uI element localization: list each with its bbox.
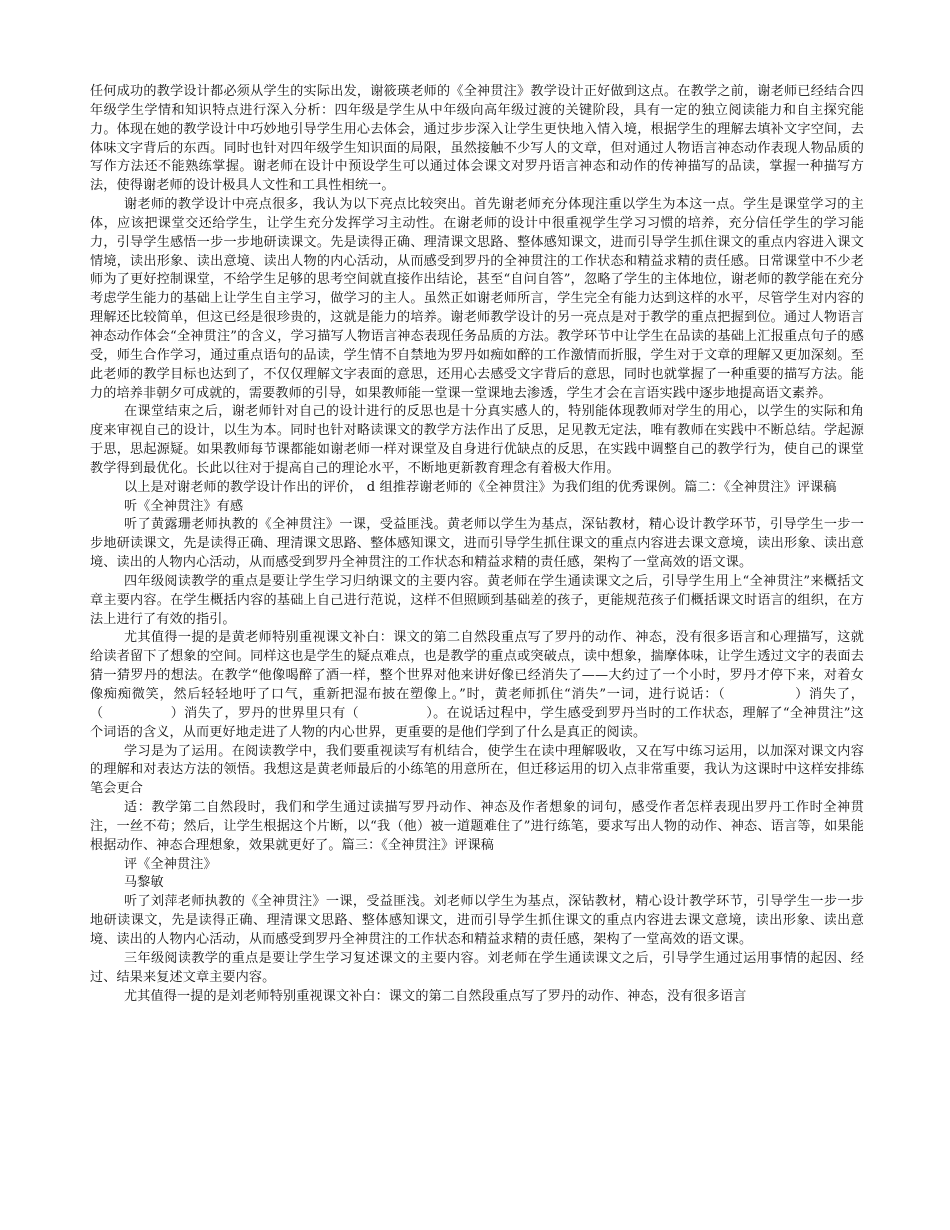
paragraph-6: 听了黄露珊老师执教的《全神贯注》一课，受益匪浅。黄老师以学生为基点，深钻教材，精心设计教学环节，引导学生一步一步地研读课文，先是读得正确、理清课文思路、整体感知课文，进而引导学生抓住课文的重点内容进去课文意境，读出形象、读出意境、读出的人物内心活动，从而感受到罗丹全神贯注的工作状态和精益求精的责任感，架构了一堂高效的语文课。 [90, 517, 864, 571]
paragraph-9: 学习是为了运用。在阅读教学中，我们要重视读写有机结合，使学生在读中理解吸收，又在写中练习运用，以加深对课文内容的理解和对表达方法的领悟。我想这是黄老师最后的小练笔的用意所在，但迁移运用的切入点非常重要，我认为这课时中这样安排练笔会更合 [90, 743, 864, 797]
paragraph-2: 谢老师的教学设计中亮点很多，我认为以下亮点比较突出。首先谢老师充分体现注重以学生为本这一点。学生是课堂学习的主体，应该把课堂交还给学生，让学生充分发挥学习主动性。在谢老师的设计中很重视学生学习习惯的培养，充分信任学生的学习能力，引导学生感悟一步一步地研读课文。先是读得正确、理清课文思路、整体感知课文，进而引导学生抓住课文的重点内容进入课文情境，读出形象、读出意境、读出人物的内心活动，从而感受到罗丹的全神贯注的工作状态和精益求精的责任感。日常课堂中不少老师为了更好控制课堂，不给学生足够的思考空间就直接作出结论，甚至“自问自答”，忽略了学生的主体地位，谢老师的教学能在充分考虑学生能力的基础上让学生自主学习，做学习的主人。虽然正如谢老师所言，学生完全有能力达到这样的水平，尽管学生对内容的理解还比较简单，但这已经是很珍贵的，这就是能力的培养。谢老师教学设计的另一亮点是对于教学的重点把握到位。通过人物语言神态动作体会“全神贯注”的含义，学习描写人物语言神态表现任务品质的方法。教学环节中让学生在品读的基础上汇报重点句子的感受，师生合作学习，通过重点语句的品读，学生情不自禁地为罗丹如痴如醉的工作激情而折服，学生对于文章的理解又更加深刻。至此老师的教学目标也达到了，不仅仅理解文字表面的意思，还用心去感受文字背后的意思，同时也就掌握了一种重要的描写方法。能力的培养非朝夕可成就的，需要教师的引导，如果教师能一堂课一堂课地去渗透，学生才会在言语实践中逐步地提高语文素养。 [90, 197, 864, 401]
paragraph-4: 以上是对谢老师的教学设计作出的评价， d 组推荐谢老师的《全神贯注》为我们组的优秀课例。篇二：《全神贯注》评课稿 [124, 479, 837, 495]
section-title-1: 听《全神贯注》有感 [124, 498, 244, 514]
paragraph-8: 尤其值得一提的是黄老师特别重视课文补白：课文的第二自然段重点写了罗丹的动作、神态，没有很多语言和心理描写，这就给读者留下了想象的空间。同样这也是学生的疑点难点，也是教学的重点或突破点，读中想象，揣摩体味，让学生透过文字的表面去猜一猜罗丹的想法。在教学“他像喝醉了酒一样，整个世界对他来讲好像已经消失了——大约过了一个小时，罗丹才停下来，对着女像痴痴微笑，然后轻轻地吁了口气，重新把湿布披在塑像上。”时，黄老师抓住“消失”一词，进行说话：（ ）消失了，（ ）消失了，罗丹的世界里只有（ ）。在说话过程中，学生感受到罗丹当时的工作状态，理解了“全神贯注”这个词语的含义，从而更好地走进了人物的内心世界，更重要的是他们学到了什么是真正的阅读。 [90, 630, 864, 740]
paragraph-10: 适：教学第二自然段时，我们和学生通过读描写罗丹动作、神态及作者想象的词句，感受作者怎样表现出罗丹工作时全神贯注，一丝不苟；然后，让学生根据这个片断，以“我（他）被一道题难住了”进行练笔，要求写出人物的动作、神态、语言等，如果能根据动作、神态合理想象，效果就更好了。篇三：《全神贯注》评课稿 [90, 800, 864, 853]
paragraph-13: 听了刘萍老师执教的《全神贯注》一课，受益匪浅。刘老师以学生为基点，深钻教材，精心设计教学环节，引导学生一步一步地研读课文，先是读得正确、理清课文思路、整体感知课文，进而引导学生抓住课文的重点内容进去课文意境，读出形象、读出意境、读出的人物内心活动，从而感受到罗丹全神贯注的工作状态和精益求精的责任感，架构了一堂高效的语文课。 [90, 894, 864, 947]
section-title-2: 评《全神贯注》 [124, 856, 217, 872]
author-name: 马黎敏 [124, 875, 164, 891]
paragraph-7: 四年级阅读教学的重点是要让学生学习归纳课文的主要内容。黄老师在学生通读课文之后，引导学生用上“全神贯注”来概括文章主要内容。在学生概括内容的基础上自己进行范说，这样不但照顾到基础差的孩子，更能规范孩子们概括课文时语言的组织，在方法上进行了有效的指引。 [90, 573, 864, 627]
paragraph-1: 任何成功的教学设计都必须从学生的实际出发，谢筱瑛老师的《全神贯注》教学设计正好做到这点。在教学之前，谢老师已经结合四年级学生学情和知识特点进行深入分析：四年级是学生从中年级向高年级过渡的关键阶段，具有一定的独立阅读能力和自主探究能力。体现在她的教学设计中巧妙地引导学生用心去体会，通过步步深入让学生更快地入情入境，根据学生的理解去填补文字空间，去体味文字背后的东西。同时也针对四年级学生知识面的局限，虽然接触不少写人的文章，但对通过人物语言神态动作表现人物品质的写作方法还不能熟练掌握。谢老师在设计中预设学生可以通过体会课文对罗丹语言神态和动作的传神描写的品读，掌握一种描写方法，使得谢老师的设计极具人文性和工具性相统一。 [90, 84, 864, 194]
paragraph-15: 尤其值得一提的是刘老师特别重视课文补白：课文的第二自然段重点写了罗丹的动作、神态，没有很多语言 [124, 988, 747, 1004]
paragraph-14: 三年级阅读教学的重点是要让学生学习复述课文的主要内容。刘老师在学生通读课文之后，引导学生通过运用事情的起因、经过、结果来复述文章主要内容。 [90, 950, 864, 985]
paragraph-3: 在课堂结束之后，谢老师针对自己的设计进行的反思也是十分真实感人的，特别能体现教师对学生的用心，以学生的实际和角度来审视自己的设计，以生为本。同时也针对略读课文的教学方法作出了反思，足见教无定法，唯有教师在实践中不断总结。学起源于思，思起源疑。如果教师每节课都能如谢老师一样对课堂及自身进行优缺点的反思，在实践中调整自己的教学行为，使自己的课堂教学得到最优化。长此以往对于提高自己的理论水平，不断地更新教育理念有着极大作用。 [90, 404, 864, 476]
